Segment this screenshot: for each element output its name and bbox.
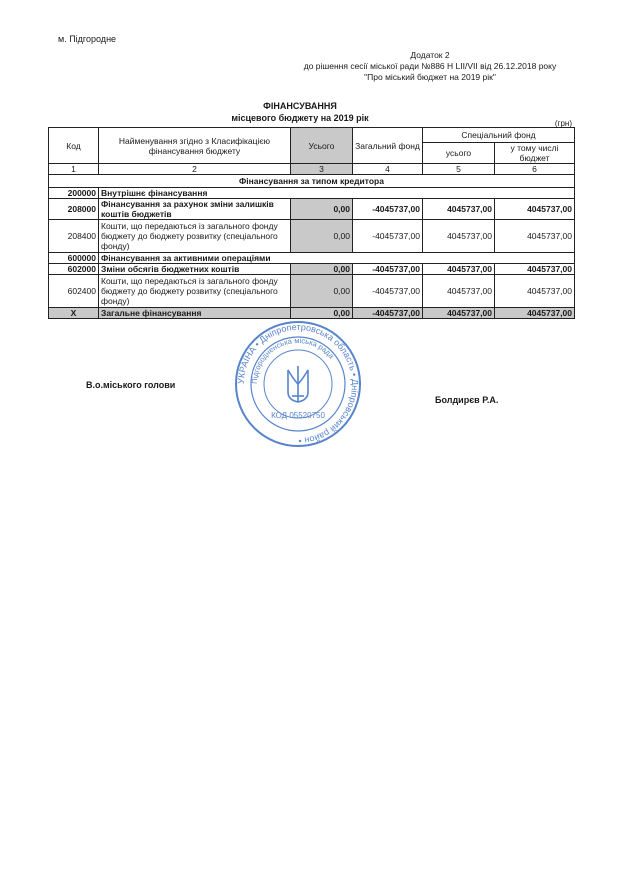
town-name: м. Підгородне: [58, 34, 117, 44]
row-code: 200000: [49, 188, 99, 199]
row-general: -4045737,00: [353, 275, 423, 308]
row-code: 208000: [49, 199, 99, 220]
unit-label: (грн): [554, 119, 572, 128]
row-name: Загальне фінансування: [99, 308, 291, 319]
document-title: [150, 100, 450, 124]
col-number: 4: [353, 164, 423, 175]
col-number: 5: [423, 164, 495, 175]
header-special-dev: у тому числі бюджет: [495, 143, 575, 164]
row-general: -4045737,00: [353, 220, 423, 253]
row-dev: 4045737,00: [495, 264, 575, 275]
appendix-block: [300, 50, 560, 83]
header-general-fund: Загальний фонд: [353, 128, 423, 164]
row-special: 4045737,00: [423, 308, 495, 319]
row-general: -4045737,00: [353, 308, 423, 319]
row-code: X: [49, 308, 99, 319]
row-name: Фінансування за рахунок зміни залишків коштів бюджетів: [99, 199, 291, 220]
financing-table: [48, 119, 575, 319]
table-row: [49, 275, 575, 308]
row-general: -4045737,00: [353, 199, 423, 220]
row-dev: 4045737,00: [495, 199, 575, 220]
table-row: [49, 188, 575, 199]
title-line-2: місцевого бюджету на 2019 рік: [231, 113, 369, 123]
row-total: 0,00: [291, 220, 353, 253]
row-name: Внутрішнє фінансування: [99, 188, 575, 199]
row-total: 0,00: [291, 199, 353, 220]
signature-left-title: В.о.міського голови: [86, 380, 176, 390]
table-row: [49, 253, 575, 264]
header-special-total: усього: [423, 143, 495, 164]
col-number: 6: [495, 164, 575, 175]
stamp-outer-text: УКРАЇНА • Дніпропетровська область • Дніпровський район •: [235, 321, 361, 447]
title-line-1: ФІНАНСУВАННЯ: [263, 101, 337, 111]
row-dev: 4045737,00: [495, 275, 575, 308]
header-name: Найменування згідно з Класифікацією фінансування бюджету: [99, 128, 291, 164]
table-row: [49, 264, 575, 275]
header-code: Код: [49, 128, 99, 164]
row-total: 0,00: [291, 264, 353, 275]
section-title: Фінансування за типом кредитора: [49, 175, 575, 188]
row-special: 4045737,00: [423, 199, 495, 220]
trident-emblem-icon: [288, 366, 308, 402]
row-total: 0,00: [291, 275, 353, 308]
row-code: 602400: [49, 275, 99, 308]
table-row-total: [49, 308, 575, 319]
table-row: [49, 199, 575, 220]
row-general: -4045737,00: [353, 264, 423, 275]
signature-right-name: Болдирєв Р.А.: [435, 395, 499, 405]
row-special: 4045737,00: [423, 264, 495, 275]
official-stamp: [232, 318, 364, 450]
header-special-fund: [423, 119, 575, 143]
row-special: 4045737,00: [423, 275, 495, 308]
row-total: 0,00: [291, 308, 353, 319]
table-row: [49, 220, 575, 253]
row-code: 602000: [49, 264, 99, 275]
row-name: Кошти, що передаються із загального фонду бюджету до бюджету розвитку (спеціального фонду): [99, 220, 291, 253]
appendix-line-2: "Про міський бюджет на 2019 рік": [364, 72, 496, 82]
row-name: Фінансування за активними операціями: [99, 253, 575, 264]
col-number: 1: [49, 164, 99, 175]
row-code: 600000: [49, 253, 99, 264]
row-name: Зміни обсягів бюджетних коштів: [99, 264, 291, 275]
row-code: 208400: [49, 220, 99, 253]
row-special: 4045737,00: [423, 220, 495, 253]
appendix-title: Додаток 2: [410, 50, 450, 60]
header-total: Усього: [291, 128, 353, 164]
header-special-fund-label: Спеціальний фонд: [461, 130, 536, 140]
row-dev: 4045737,00: [495, 220, 575, 253]
appendix-line-1: до рішення сесії міської ради №886 Н LII/VII від 26.12.2018 року: [303, 61, 557, 71]
row-name: Кошти, що передаються із загального фонду бюджету до бюджету розвитку (спеціального фонду): [99, 275, 291, 308]
stamp-code: КОД 05520750: [271, 411, 325, 420]
row-dev: 4045737,00: [495, 308, 575, 319]
col-number: 3: [291, 164, 353, 175]
col-number: 2: [99, 164, 291, 175]
stamp-inner-text: Підгородненська міська рада: [249, 335, 336, 385]
